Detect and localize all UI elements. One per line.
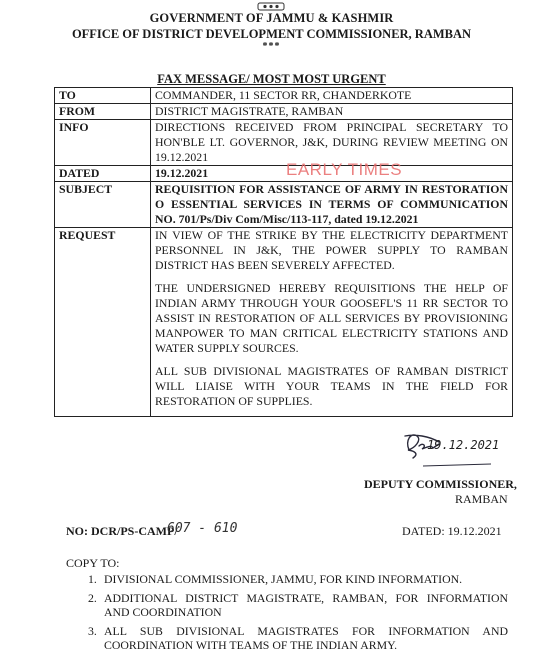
copy-to-list xyxy=(88,572,508,657)
list-item-number: 3. xyxy=(88,623,97,638)
dated-label: DATED xyxy=(55,166,151,182)
to-label: TO xyxy=(55,88,151,104)
list-item-text: DIVISIONAL COMMISSIONER, JAMMU, FOR KIND INFORMATION. xyxy=(104,572,463,586)
list-item xyxy=(88,591,508,620)
row-dated xyxy=(55,166,513,182)
row-subject xyxy=(55,182,513,228)
list-item-text: ADDITIONAL DISTRICT MAGISTRATE, RAMBAN, FOR INFORMATION AND COORDINATION xyxy=(104,590,508,619)
dated-value: 19.12.2021 xyxy=(151,166,513,182)
list-item-number: 2. xyxy=(88,590,97,605)
list-item-number: 1. xyxy=(88,572,97,586)
office-heading: OFFICE OF DISTRICT DEVELOPMENT COMMISSIONER, RAMBAN xyxy=(71,27,472,41)
reference-number-handwritten: 607 - 610 xyxy=(167,521,238,536)
list-item-text: ALL SUB DIVISIONAL MAGISTRATES FOR INFORMATION AND COORDINATION WITH TEAMS OF THE INDIAN ARMY. xyxy=(104,623,508,652)
fax-details-table xyxy=(54,87,513,417)
request-label: REQUEST xyxy=(55,228,151,417)
from-value: DISTRICT MAGISTRATE, RAMBAN xyxy=(151,104,513,120)
watermark: EARLY TIMES xyxy=(286,160,403,179)
request-paragraph: IN VIEW OF THE STRIKE BY THE ELECTRICITY DEPARTMENT PERSONNEL IN J&K, THE POWER SUPPLY TO RAMBAN DISTRICT HAS BEEN SEVERELY AFFECTED. xyxy=(155,228,508,272)
to-value: COMMANDER, 11 SECTOR RR, CHANDERKOTE xyxy=(151,88,513,104)
row-from xyxy=(55,104,513,120)
subject-label: SUBJECT xyxy=(55,182,151,228)
header-stars: *** xyxy=(262,41,281,52)
government-heading: GOVERNMENT OF JAMMU & KASHMIR xyxy=(149,11,394,25)
copy-to-label: COPY TO: xyxy=(66,556,120,570)
row-request xyxy=(55,228,513,417)
signatory-place: RAMBAN xyxy=(455,492,508,506)
row-info xyxy=(55,120,513,166)
request-paragraph: ALL SUB DIVISIONAL MAGISTRATES OF RAMBAN DISTRICT WILL LIAISE WITH YOUR TEAMS IN THE FIELD FOR RESTORATION OF SUPPLIES. xyxy=(155,364,508,408)
list-item xyxy=(88,572,508,587)
from-label: FROM xyxy=(55,104,151,120)
request-paragraph: THE UNDERSIGNED HEREBY REQUISITIONS THE HELP OF INDIAN ARMY THROUGH YOUR GOOSEFL'S 11 RR SECTOR TO ASSIST IN RESTORATION OF ALL SERVICES BY PROVISIONING MANPOWER TO MAN CRITICAL ELECTRICITY STATIONS AND WATER SUPPLY SOURCES. xyxy=(155,281,508,355)
info-value: DIRECTIONS RECEIVED FROM PRINCIPAL SECRETARY TO HON'BLE LT. GOVERNOR, J&K, DURING REVIEW MEETING ON 19.12.2021 xyxy=(151,120,513,166)
request-body xyxy=(151,228,513,417)
list-item xyxy=(88,624,508,653)
reference-date: DATED: 19.12.2021 xyxy=(402,524,502,538)
signature-date: 19.12.2021 xyxy=(427,438,500,452)
signatory-designation: DEPUTY COMMISSIONER, xyxy=(364,477,517,491)
reference-number-label: NO: DCR/PS-CAMP/ xyxy=(66,524,178,538)
government-emblem-icon xyxy=(257,2,285,11)
subject-value: REQUISITION FOR ASSISTANCE OF ARMY IN RESTORATION O ESSENTIAL SERVICES IN TERMS OF COMMUNICATION NO. 701/Ps/Div Com/Misc/113-117, dated 19.12.2021 xyxy=(151,182,513,228)
info-label: INFO xyxy=(55,120,151,166)
row-to xyxy=(55,88,513,104)
fax-title: FAX MESSAGE/ MOST MOST URGENT xyxy=(157,72,386,86)
